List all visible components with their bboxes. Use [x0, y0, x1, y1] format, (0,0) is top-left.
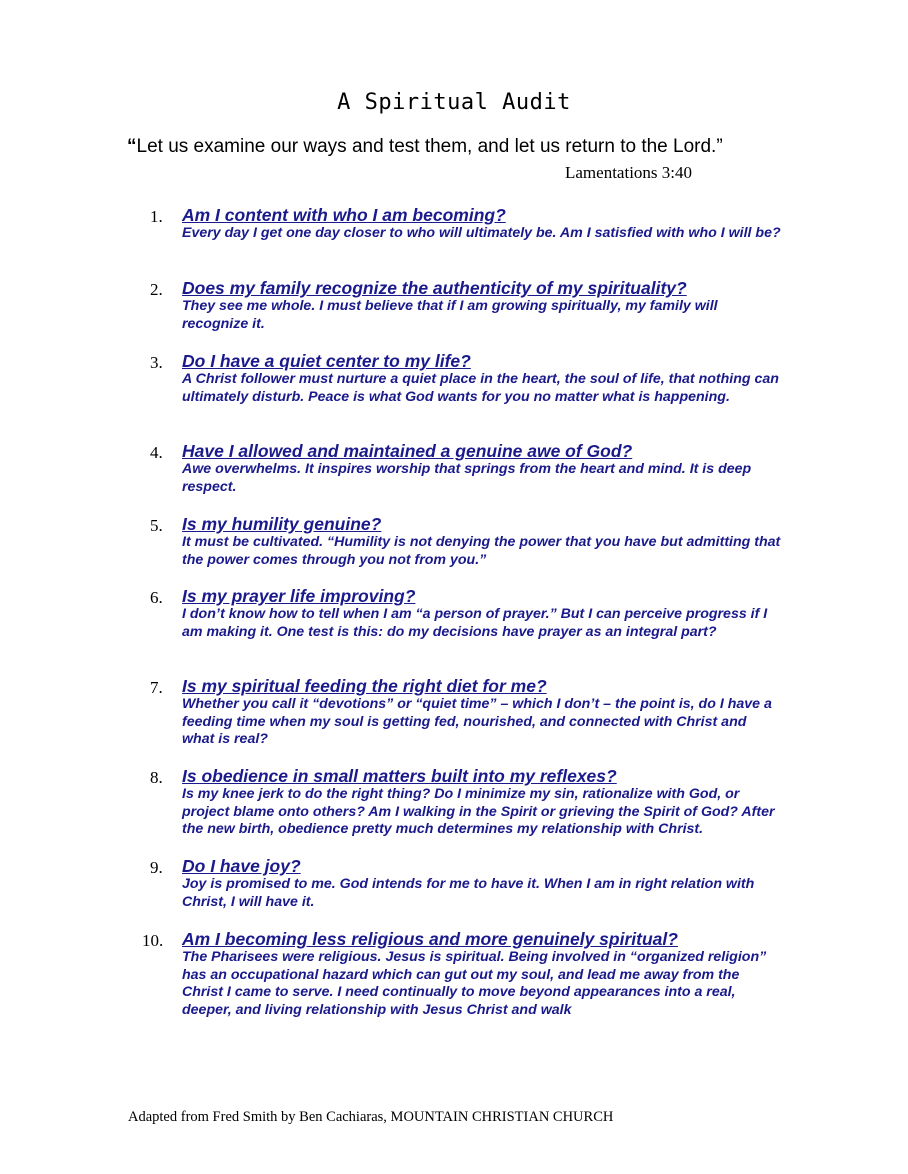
- item-question: Do I have joy?: [182, 856, 301, 876]
- item-description: They see me whole. I must believe that if I am growing spiritually, my family will recognize it.: [182, 298, 718, 332]
- item-question: Have I allowed and maintained a genuine awe of God?: [182, 441, 633, 461]
- item-description: Every day I get one day closer to who will ultimately be. Am I satisfied with who I will be?: [182, 225, 781, 241]
- attribution-footer: Adapted from Fred Smith by Ben Cachiaras, MOUNTAIN CHRISTIAN CHURCH: [128, 1109, 614, 1125]
- item-description: Is my knee jerk to do the right thing? Do I minimize my sin, rationalize with God, or project blame onto others? Am I walking in the Spirit or grieving the Spirit of God? After the new birth, obedience pretty much determines my relationship with Christ.: [182, 786, 775, 838]
- item-question: Is my humility genuine?: [182, 514, 382, 534]
- item-number: 7.: [150, 678, 163, 697]
- quote-text: Let us examine our ways and test them, and let us return to the Lord.”: [136, 136, 723, 157]
- item-number: 3.: [150, 353, 163, 372]
- epigraph-quote: [127, 136, 827, 158]
- item-description: The Pharisees were religious. Jesus is spiritual. Being involved in “organized religion” has an occupational hazard which can gut out my soul, and lead me away from the Christ I came to serve. I need continually to move beyond appearances into a real, deeper, and living relationship with Jesus Christ and walk: [182, 949, 767, 1018]
- item-number: 10.: [142, 931, 164, 950]
- item-number: 4.: [150, 443, 163, 462]
- item-description: Whether you call it “devotions” or “quiet time” – which I don’t – the point is, do I have a feeding time when my soul is getting fed, nourished, and connected with Christ and what is real?: [182, 696, 772, 748]
- item-number: 6.: [150, 588, 163, 607]
- item-description: A Christ follower must nurture a quiet place in the heart, the soul of life, that nothing can ultimately disturb. Peace is what God wants for you no matter what is happening.: [182, 371, 779, 405]
- item-question: Is my prayer life improving?: [182, 586, 416, 606]
- item-description: I don’t know how to tell when I am “a person of prayer.” But I can perceive progress if I am making it. One test is this: do my decisions have prayer as an integral part?: [182, 606, 768, 640]
- quote-open-mark: “: [127, 136, 137, 157]
- item-question: Do I have a quiet center to my life?: [182, 351, 471, 371]
- item-number: 2.: [150, 280, 163, 299]
- item-number: 5.: [150, 516, 163, 535]
- item-number: 8.: [150, 768, 163, 787]
- page-title: A Spiritual Audit: [337, 90, 571, 115]
- item-number: 9.: [150, 858, 163, 877]
- item-question: Is obedience in small matters built into my reflexes?: [182, 766, 617, 786]
- quote-citation: Lamentations 3:40: [565, 163, 693, 182]
- item-description: Joy is promised to me. God intends for me to have it. When I am in right relation with Christ, I will have it.: [182, 876, 755, 910]
- item-question: Does my family recognize the authenticity of my spirituality?: [182, 278, 687, 298]
- item-question: Is my spiritual feeding the right diet for me?: [182, 676, 547, 696]
- item-number: 1.: [150, 207, 163, 226]
- item-question: Am I becoming less religious and more genuinely spiritual?: [182, 929, 678, 949]
- item-question: Am I content with who I am becoming?: [182, 205, 506, 225]
- item-description: It must be cultivated. “Humility is not denying the power that you have but admitting that the power comes through you not from you.”: [182, 534, 781, 568]
- item-description: Awe overwhelms. It inspires worship that springs from the heart and mind. It is deep respect.: [182, 461, 752, 495]
